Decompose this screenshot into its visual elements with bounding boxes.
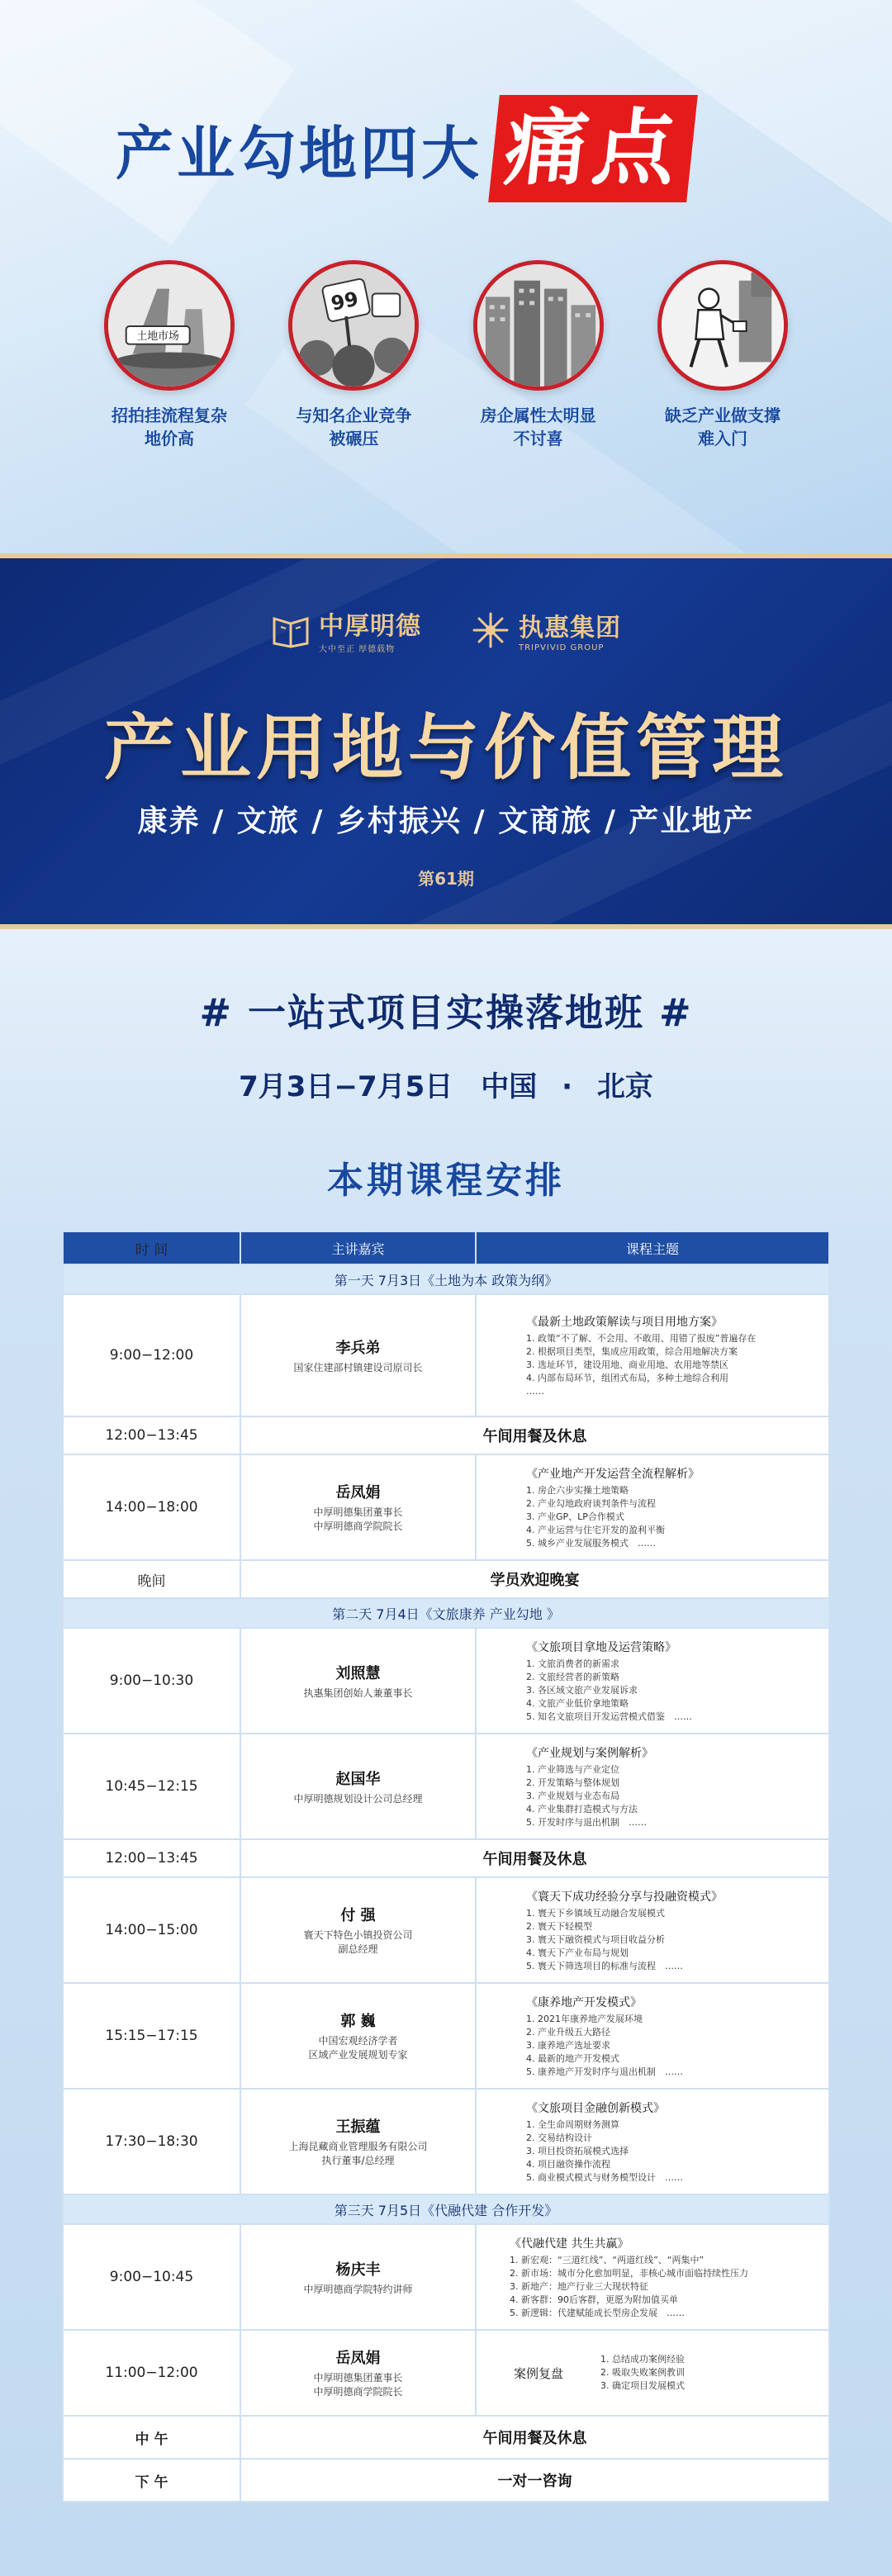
pain-item — [271, 260, 436, 450]
pain-points-section — [0, 0, 892, 553]
row-topic: 《最新土地政策解读与项目用地方案》 1. 政策“不了解、不会用、不敢用、用错了报废”普遍存在 2. 根据项目类型，集成应用政策，综合用地解决方案 3. 选址环节，建设用地、商业用地、农用地等禁区 4. 内部布局环节，组团式布局，多种土地综合利用 …… — [476, 1294, 829, 1416]
row-topic: 《代融代建 共生共赢》 1. 新宏观：“三道红线”、“两道红线”、“两集中” 2. 新市场：城市分化愈加明显，非核心城市面临持续性压力 3. 新地产：地产行业三大现状特征 4. 新客群：90后客群，更愿为附加值买单 5. 新逻辑：代建赋能成长型房企发展 …… — [476, 2224, 829, 2330]
header-topic: 课程主题 — [476, 1231, 829, 1264]
table-row: 14:00−15:00 付 强 寰天下特色小镇投资公司 副总经理 《寰天下成功经验分享与投融资模式》 1. 寰天下乡镇域互动融合发展模式 2. 寰天下轻模型 3. 寰天下融资模式与项目收益分析 4. 寰天下产业布局与规划 5. 寰天下筛选项目的标准与流程 …… — [63, 1877, 829, 1983]
row-topic: 《文旅项目金融创新模式》 1. 全生命周期财务测算 2. 交易结构设计 3. 项目投资拓展模式选择 4. 项目融资操作流程 5. 商业模式模式与财务模型设计 …… — [476, 2089, 829, 2194]
break-row: 中 午 午间用餐及休息 — [63, 2416, 829, 2459]
row-speaker: 岳凤娟 中厚明德集团董事长 中厚明德商学院院长 — [240, 1454, 476, 1560]
auction-illustration — [288, 260, 419, 391]
logo2-name: 执惠集团 — [519, 614, 621, 643]
row-speaker: 付 强 寰天下特色小镇投资公司 副总经理 — [240, 1877, 476, 1983]
day-row: 第二天 7月4日《文旅康养 产业勾地 》 — [63, 1598, 829, 1628]
pain-caption: 缺乏产业做支撑 难入门 — [664, 406, 780, 448]
break-row: 下 午 一对一咨询 — [63, 2459, 829, 2502]
businessman-icon — [662, 263, 784, 387]
svg-text:土地市场: 土地市场 — [136, 330, 179, 343]
class-title: # 一站式项目实操落地班 # — [199, 990, 693, 1035]
row-speaker: 刘照慧 执惠集团创始人兼董事长 — [240, 1628, 476, 1734]
row-topic: 《寰天下成功经验分享与投融资模式》 1. 寰天下乡镇域互动融合发展模式 2. 寰天下轻模型 3. 寰天下融资模式与项目收益分析 4. 寰天下产业布局与规划 5. 寰天下筛选项目的标准与流程 …… — [476, 1877, 829, 1983]
break-row: 晚间 学员欢迎晚宴 — [63, 1560, 829, 1598]
row-time: 9:00−12:00 — [63, 1294, 240, 1416]
pain-list — [87, 260, 805, 450]
schedule-title: 本期课程安排 — [327, 1160, 565, 1202]
row-topic: 《产业地产开发运营全流程解析》 1. 房企六步实操土地策略 2. 产业勾地政府谈判条件与流程 3. 产业GP、LP合作模式 4. 产业运营与住宅开发的盈利平衡 5. 城乡产业发展服务模式 …… — [476, 1454, 829, 1560]
businessman-illustration — [657, 260, 788, 391]
banner-title: 产业用地与价值管理 — [104, 707, 788, 790]
row-topic: 案例复盘 1. 总结成功案例经验 2. 吸取失败案例教训 3. 确定项目发展模式 — [476, 2330, 829, 2416]
row-speaker: 岳凤娟 中厚明德集团董事长 中厚明德商学院院长 — [240, 2330, 476, 2416]
star-logo-icon — [471, 610, 510, 650]
day-row: 第三天 7月5日《代融代建 合作开发》 — [63, 2194, 829, 2224]
zhonghou-logo — [271, 605, 421, 654]
row-speaker: 杨庆丰 中厚明德商学院特约讲师 — [240, 2224, 476, 2330]
logo1-sub: 大中至正 厚德载物 — [319, 645, 396, 654]
logo-row — [0, 605, 892, 654]
logo1-name: 中厚明德 — [319, 612, 421, 641]
schedule-section — [0, 929, 892, 2576]
svg-text:99: 99 — [329, 287, 361, 315]
break-row: 12:00−13:45 午间用餐及休息 — [63, 1839, 829, 1877]
table-row — [63, 1294, 829, 1416]
table-row: 15:15−17:15 郭 巍 中国宏观经济学者 区域产业发展规划专家 《康养地产开发模式》 1. 2021年康养地产发展环境 2. 产业升级五大路径 3. 康养地产选址要求 4. 最新的地产开发模式 5. 康养地产开发时序与退出机制 …… — [63, 1983, 829, 2089]
header-speaker: 主讲嘉宾 — [240, 1231, 476, 1264]
course-banner — [0, 553, 892, 929]
pain-title-blue: 产业勾地四大 — [116, 118, 482, 187]
table-row: 10:45−12:15 赵国华 中厚明德规划设计公司总经理 《产业规划与案例解析》 1. 产业筛选与产业定位 2. 开发策略与整体规划 3. 产业规划与业态布局 4. 产业集群打造模式与方法 5. 开发时序与退出机制 …… — [63, 1734, 829, 1839]
book-logo-icon — [271, 610, 311, 650]
pain-caption: 房企属性太明显 不讨喜 — [480, 406, 596, 448]
pain-title-red: 痛点 — [488, 95, 698, 202]
auction-paddle-icon — [292, 263, 415, 387]
banner-subtitle: 康养 / 文旅 / 乡村振兴 / 文商旅 / 产业地产 — [137, 804, 755, 838]
row-speaker: 李兵弟 国家住建部村镇建设司原司长 — [240, 1294, 476, 1416]
zhihui-logo — [471, 605, 621, 654]
row-topic: 《文旅项目拿地及运营策略》 1. 文旅消费者的新需求 2. 文旅经营者的新策略 3. 各区域文旅产业发展诉求 4. 文旅产业低价拿地策略 5. 知名文旅项目开发运营模式借鉴 …… — [476, 1628, 829, 1734]
table-header-row — [63, 1231, 829, 1264]
row-speaker: 郭 巍 中国宏观经济学者 区域产业发展规划专家 — [240, 1983, 476, 2089]
pain-caption: 招拍挂流程复杂 地价高 — [112, 406, 227, 448]
pain-caption: 与知名企业竞争 被碾压 — [296, 406, 412, 448]
pain-item — [640, 260, 805, 450]
row-speaker: 王振蕴 上海昆藏商业管理服务有限公司 执行董事/总经理 — [240, 2089, 476, 2194]
header-time: 时 间 — [63, 1231, 240, 1264]
row-topic: 《产业规划与案例解析》 1. 产业筛选与产业定位 2. 开发策略与整体规划 3. 产业规划与业态布局 4. 产业集群打造模式与方法 5. 开发时序与退出机制 …… — [476, 1734, 829, 1839]
class-date-location: 7月3日−7月5日 中国 · 北京 — [239, 1070, 653, 1103]
logo2-sub: TRIPVIVID GROUP — [519, 643, 605, 652]
buildings-illustration — [473, 260, 604, 391]
issue-number: 第61期 — [418, 869, 474, 889]
pain-item — [456, 260, 621, 450]
break-row: 12:00−13:45 午间用餐及休息 — [63, 1416, 829, 1454]
land-market-illustration — [104, 260, 235, 391]
row-topic: 《康养地产开发模式》 1. 2021年康养地产发展环境 2. 产业升级五大路径 3. 康养地产选址要求 4. 最新的地产开发模式 5. 康养地产开发时序与退出机制 …… — [476, 1983, 829, 2089]
table-row: 14:00−18:00 岳凤娟 中厚明德集团董事长 中厚明德商学院院长 《产业地产开发运营全流程解析》 1. 房企六步实操土地策略 2. 产业勾地政府谈判条件与流程 3. 产业GP、LP合作模式 4. 产业运营与住宅开发的盈利平衡 5. 城乡产业发展服务模式 …… — [63, 1454, 829, 1560]
pain-item — [87, 260, 252, 450]
table-row: 9:00−10:30 刘照慧 执惠集团创始人兼董事长 《文旅项目拿地及运营策略》 1. 文旅消费者的新需求 2. 文旅经营者的新策略 3. 各区域文旅产业发展诉求 4. 文旅产业低价拿地策略 5. 知名文旅项目开发运营模式借鉴 …… — [63, 1628, 829, 1734]
schedule-table — [62, 1231, 830, 2502]
row-speaker: 赵国华 中厚明德规划设计公司总经理 — [240, 1734, 476, 1839]
day-row: 第一天 7月3日《土地为本 政策为纲》 — [63, 1264, 829, 1294]
land-market-icon — [108, 263, 230, 387]
table-row: 9:00−10:45 杨庆丰 中厚明德商学院特约讲师 《代融代建 共生共赢》 1. 新宏观：“三道红线”、“两道红线”、“两集中” 2. 新市场：城市分化愈加明显，非核心城市面临持续性压力 3. 新地产：地产行业三大现状特征 4. 新客群：90后客群，更愿为附加值买单 5. 新逻辑：代建赋能成长型房企发展 …… — [63, 2224, 829, 2330]
table-row: 17:30−18:30 王振蕴 上海昆藏商业管理服务有限公司 执行董事/总经理 《文旅项目金融创新模式》 1. 全生命周期财务测算 2. 交易结构设计 3. 项目投资拓展模式选择 4. 项目融资操作流程 5. 商业模式模式与财务模型设计 …… — [63, 2089, 829, 2194]
table-row: 11:00−12:00 岳凤娟 中厚明德集团董事长 中厚明德商学院院长 案例复盘 1. 总结成功案例经验 2. 吸取失败案例教训 3. 确定项目发展模式 — [63, 2330, 829, 2416]
pain-headline — [116, 91, 793, 206]
buildings-icon — [477, 263, 600, 387]
